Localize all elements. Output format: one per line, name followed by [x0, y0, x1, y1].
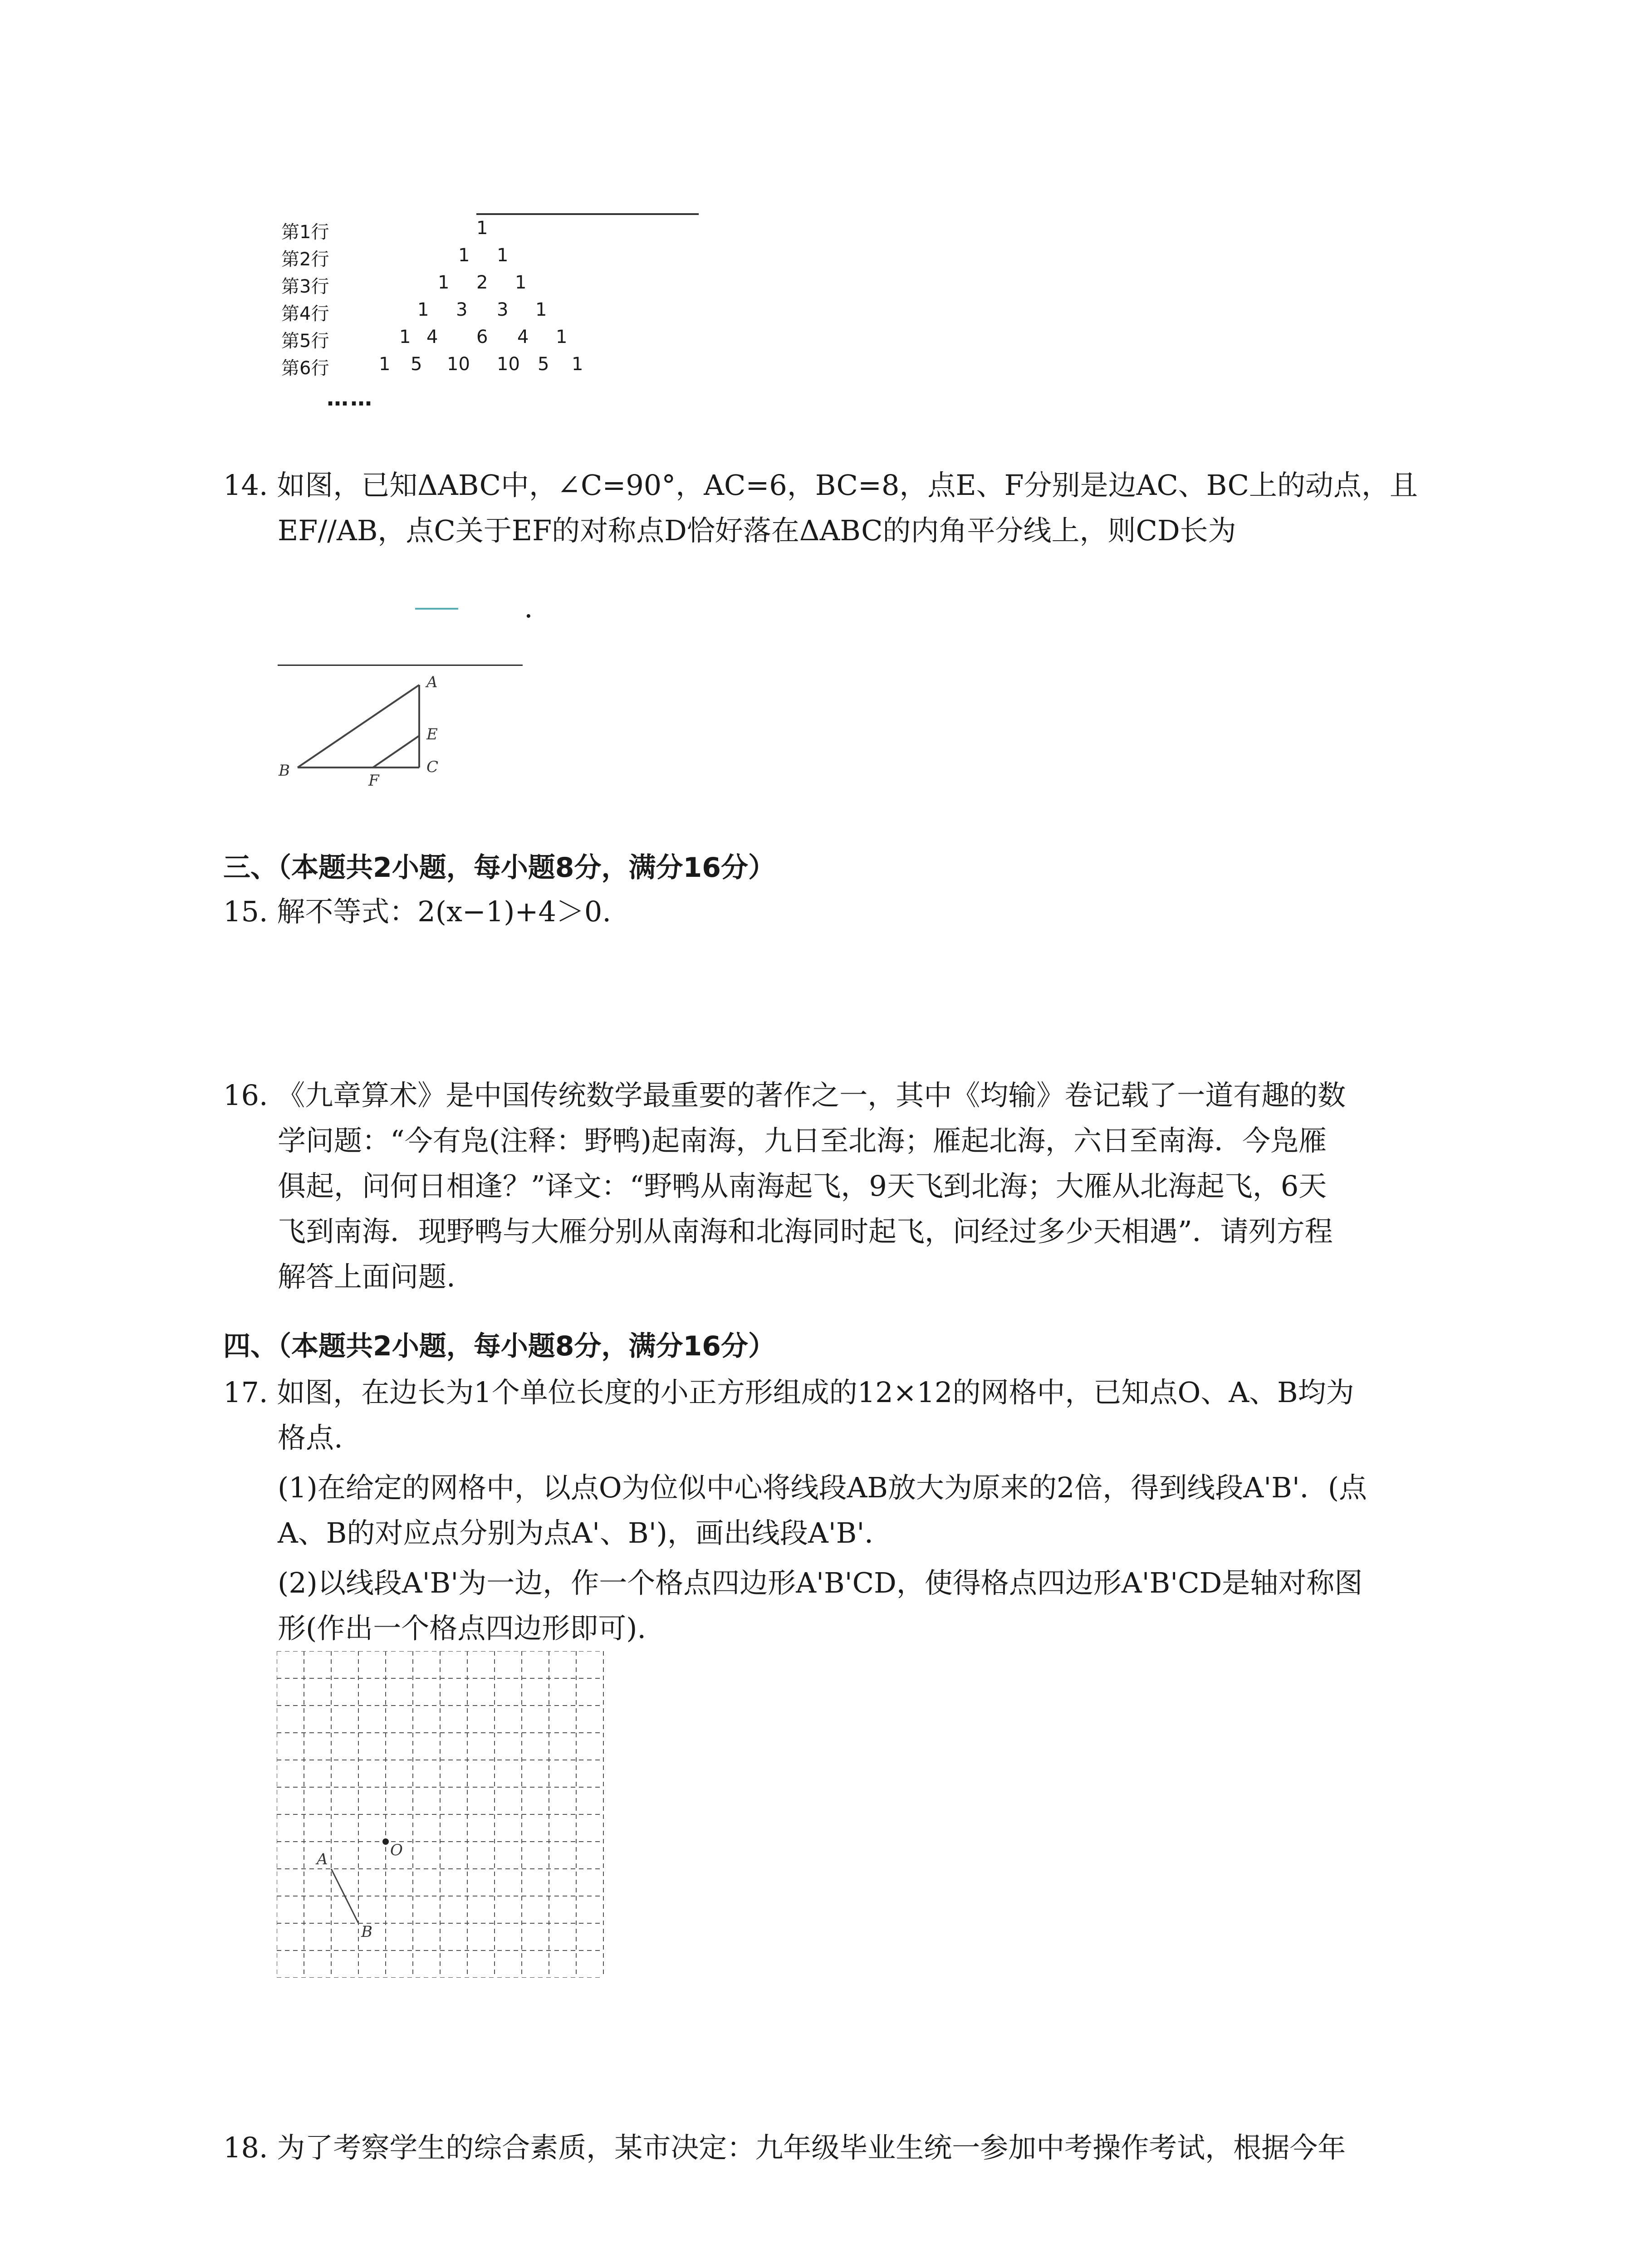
label-c: C [426, 758, 439, 776]
triangle-row-label: 第4行 [281, 303, 329, 324]
q14-answer-blank [415, 608, 458, 610]
triangle-number: 1 [458, 245, 470, 266]
segment-ef [373, 736, 419, 767]
triangle-number: 1 [572, 354, 583, 375]
q16-line: 俱起，问何日相逢？”译文：“野鸭从南海起飞，9天飞到北海；大雁从北海起飞，6天 [278, 1169, 1327, 1202]
segment-ab [298, 685, 419, 767]
label-b: B [279, 762, 290, 780]
triangle-number: 1 [399, 327, 411, 347]
q14-period: . [524, 591, 533, 624]
q17-line: (2)以线段A'B'为一边，作一个格点四边形A'B'CD，使得格点四边形A'B'CD是轴对称图 [278, 1566, 1363, 1599]
q17-line: 17. 如图，在边长为1个单位长度的小正方形组成的12×12的网格中，已知点O、A、B均为 [223, 1376, 1354, 1409]
q18-text: 18. 为了考察学生的综合素质，某市决定：九年级毕业生统一参加中考操作考试，根据今年 [223, 2131, 1346, 2164]
triangle-row-label: 第6行 [281, 358, 329, 379]
answer-blank-line-top [476, 213, 699, 215]
q16-line: 学问题：“今有凫(注释：野鸭)起南海，九日至北海；雁起北海，六日至南海．今凫雁 [278, 1124, 1327, 1157]
label-b: B [361, 1923, 372, 1941]
triangle-ellipsis: …… [327, 386, 374, 411]
label-o: O [390, 1841, 403, 1859]
triangle-number: 1 [438, 272, 450, 293]
dashed-grid [277, 1651, 603, 1978]
label-e: E [426, 725, 438, 743]
q17-line: 形(作出一个格点四边形即可). [278, 1612, 647, 1645]
triangle-number: 1 [515, 272, 527, 293]
triangle-number: 1 [476, 218, 488, 239]
triangle-number: 5 [538, 354, 549, 375]
q17-grid-figure [277, 1651, 608, 1978]
section4-title: 四、（本题共2小题，每小题8分，满分16分） [223, 1330, 775, 1362]
triangle-number: 5 [411, 354, 422, 375]
q14-divider-line [278, 665, 523, 666]
label-f: F [368, 772, 379, 790]
q16-line: 16. 《九章算术》是中国传统数学最重要的著作之一，其中《均输》卷记载了一道有趣的数 [223, 1079, 1346, 1112]
q14-triangle-figure [272, 667, 481, 794]
triangle-number: 2 [476, 272, 488, 293]
triangle-number: 4 [517, 327, 529, 347]
triangle-number: 1 [497, 245, 509, 266]
q17-line: 格点. [278, 1421, 343, 1454]
q16-line: 解答上面问题. [278, 1260, 456, 1293]
q14-line2: EF//AB，点C关于EF的对称点D恰好落在ΔABC的内角平分线上，则CD长为 [278, 514, 1236, 547]
triangle-number: 10 [447, 354, 470, 375]
section3-title: 三、（本题共2小题，每小题8分，满分16分） [223, 852, 775, 884]
triangle-number: 10 [497, 354, 520, 375]
q17-line: (1)在给定的网格中，以点O为位似中心将线段AB放大为原来的2倍，得到线段A'B'．(点 [278, 1471, 1367, 1504]
q15-text: 15. 解不等式：2(x−1)+4＞0. [223, 895, 612, 928]
q14-line1: 14. 如图，已知ΔABC中，∠C=90°，AC=6，BC=8，点E、F分别是边AC、BC上的动点，且 [223, 469, 1418, 502]
label-a: A [426, 673, 438, 691]
point-o [382, 1838, 389, 1845]
triangle-number: 1 [535, 299, 547, 320]
q17-line: A、B的对应点分别为点A'、B')，画出线段A'B'． [278, 1516, 893, 1549]
triangle-number: 1 [417, 299, 429, 320]
triangle-number: 3 [456, 299, 468, 320]
label-a: A [317, 1850, 328, 1868]
triangle-number: 3 [497, 299, 509, 320]
triangle-row-label: 第2行 [281, 249, 329, 270]
triangle-row-label: 第5行 [281, 331, 329, 352]
triangle-number: 6 [476, 327, 488, 347]
triangle-number: 4 [426, 327, 438, 347]
triangle-row-label: 第1行 [281, 222, 329, 243]
triangle-number: 1 [379, 354, 391, 375]
q16-line: 飞到南海．现野鸭与大雁分别从南海和北海同时起飞，问经过多少天相遇”．请列方程 [278, 1215, 1333, 1248]
triangle-row-label: 第3行 [281, 276, 329, 297]
triangle-number: 1 [556, 327, 568, 347]
